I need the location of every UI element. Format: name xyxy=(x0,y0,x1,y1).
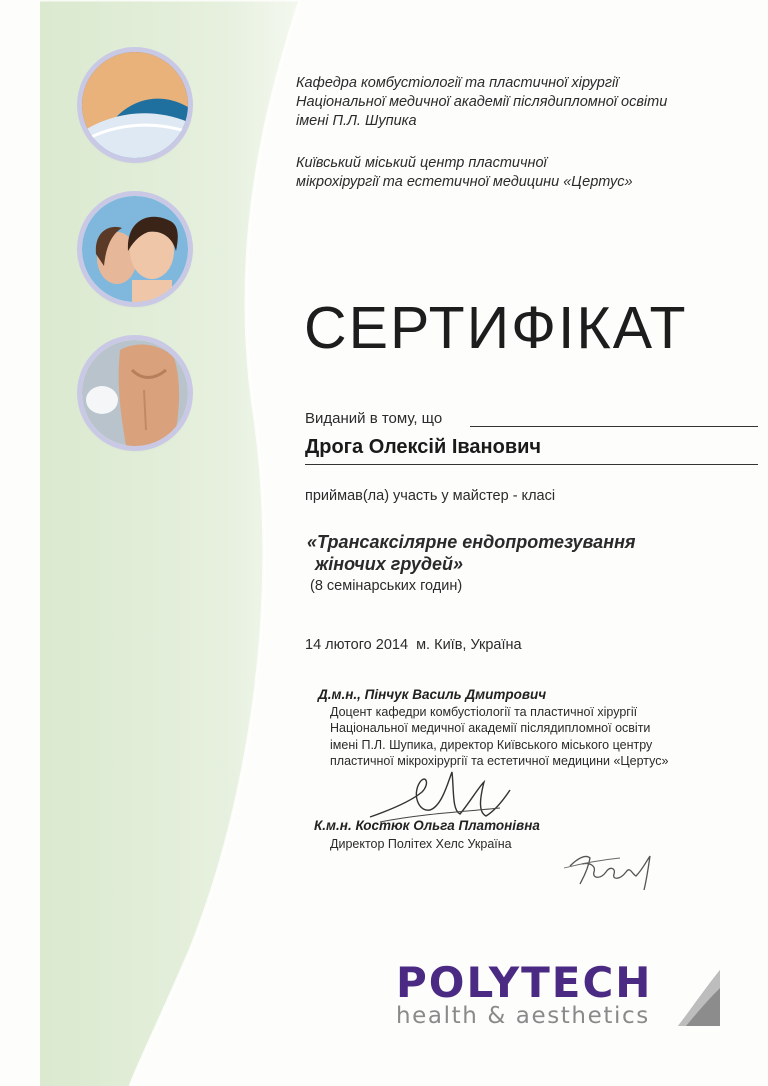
signatory-1-name: Д.м.н., Пінчук Василь Дмитрович xyxy=(318,687,547,702)
polytech-mark-icon xyxy=(678,968,720,1028)
signatory-2-name: К.м.н. Костюк Ольга Платонівна xyxy=(314,818,540,833)
course-title-line-1: «Трансаксілярне ендопротезування xyxy=(307,532,636,552)
signatory-1-description xyxy=(330,704,760,769)
center-block xyxy=(296,154,756,192)
center-line-1: Київський міський центр пластичної xyxy=(296,155,547,171)
course-title-line-2: жіночих грудей» xyxy=(315,554,464,574)
signatory-1-desc-line-2: Національної медичної академії післядипломної освіти xyxy=(330,721,651,736)
department-block xyxy=(296,74,756,131)
department-line-2: Національної медичної академії післядипломної освіти xyxy=(296,94,668,110)
course-title xyxy=(307,531,636,575)
issued-label: Виданий в тому, що xyxy=(305,410,443,427)
polytech-tagline: health & aesthetics xyxy=(396,1003,650,1029)
signatory-1-desc-line-3: імені П.Л. Шупика, директор Київського міського центру xyxy=(330,737,653,752)
signatory-1-desc-line-1: Доцент кафедри комбустіології та пластичної хірургії xyxy=(330,705,638,719)
recipient-name: Дрога Олексій Іванович xyxy=(305,436,542,458)
course-hours: (8 семінарських годин) xyxy=(310,578,463,594)
issuer-header xyxy=(296,74,756,215)
signatory-1-desc-line-4: пластичної мікрохірургії та естетичної медицини «Цертус» xyxy=(330,753,669,768)
circle-photo-torso-icon xyxy=(82,340,188,446)
department-line-3: імені П.Л. Шупика xyxy=(296,113,417,129)
signatory-2-description: Директор Політех Хелс Україна xyxy=(330,837,512,851)
department-line-1: Кафедра комбустіології та пластичної хірургії xyxy=(296,75,619,91)
date-place: 14 лютого 2014 м. Київ, Україна xyxy=(305,637,522,653)
circle-photo-women-icon xyxy=(82,196,188,302)
circle-photo-abstract-icon xyxy=(82,52,188,158)
name-underline xyxy=(305,464,758,465)
certificate-title: СЕРТИФІКАТ xyxy=(304,295,688,361)
participation-text: приймав(ла) участь у майстер - класі xyxy=(305,488,556,504)
center-line-2: мікрохірургії та естетичної медицини «Цертус» xyxy=(296,174,633,190)
issued-underline xyxy=(470,426,758,427)
signature-2 xyxy=(560,836,690,896)
polytech-logo-word: POLYTECH xyxy=(396,958,653,1007)
